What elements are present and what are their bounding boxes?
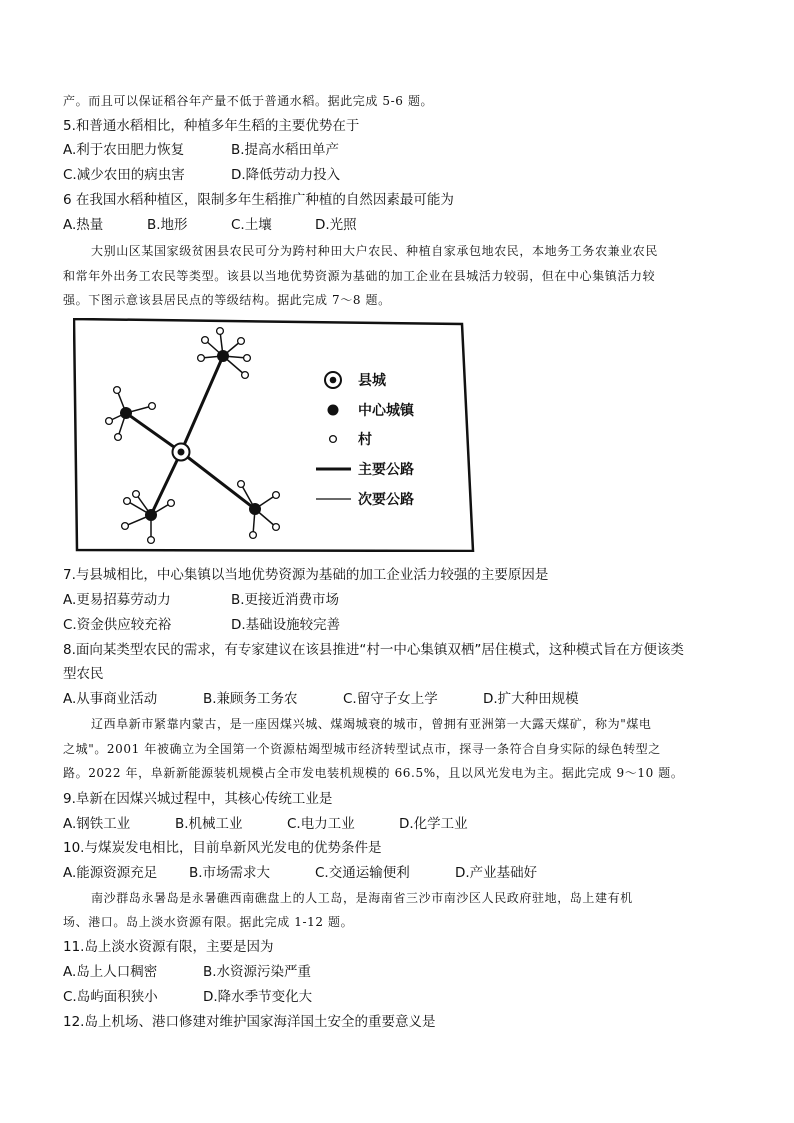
passage-2-line-2: 和常年外出务工农民等类型。该县以当地优势资源为基础的加工企业在县城活力较弱，但在中心集镇活力较 [63, 269, 656, 283]
legend-center-town-label: 中心城镇 [358, 403, 414, 419]
central-town-marker [145, 509, 157, 521]
village-marker [273, 492, 280, 499]
passage-intro-tail: 产。而且可以保证稻谷年产量不低于普通水稻。据此完成 5-6 题。 [63, 94, 434, 108]
village-marker [133, 491, 140, 498]
question-11-option-d: D.降水季节变化大 [203, 989, 313, 1005]
question-10-option-a: A.能源资源充足 [63, 865, 158, 881]
question-11-option-c: C.岛屿面积狭小 [63, 989, 158, 1005]
passage-4-line-2: 场、港口。岛上淡水资源有限。据此完成 1-12 题。 [63, 915, 354, 929]
question-5-option-a: A.利于农田肥力恢复 [63, 142, 185, 158]
question-9-option-d: D.化学工业 [399, 816, 468, 832]
central-towns [120, 350, 261, 521]
legend-village-label: 村 [358, 432, 372, 448]
village-marker [149, 403, 156, 410]
legend-county-label: 县城 [358, 373, 386, 389]
central-town-marker [120, 407, 132, 419]
village-marker [122, 523, 129, 530]
question-7-option-b: B.更接近消费市场 [231, 592, 340, 608]
legend-minor-road-label: 次要公路 [358, 492, 414, 508]
question-11-stem: 11.岛上淡水资源有限，主要是因为 [63, 939, 274, 955]
main-road-west [126, 413, 181, 452]
question-10-stem: 10.与煤炭发电相比，目前阜新风光发电的优势条件是 [63, 840, 382, 856]
village-marker [238, 481, 245, 488]
village-marker [198, 355, 205, 362]
question-12-stem: 12.岛上机场、港口修建对维护国家海洋国土安全的重要意义是 [63, 1014, 436, 1030]
village-marker [273, 524, 280, 531]
question-10-option-c: C.交通运输便利 [315, 865, 410, 881]
question-10-option-b: B.市场需求大 [189, 865, 271, 881]
question-6-option-a: A.热量 [63, 217, 104, 233]
legend [316, 372, 415, 508]
legend-main-road-label: 主要公路 [358, 462, 414, 478]
main-roads [126, 356, 255, 515]
question-9-option-c: C.电力工业 [287, 816, 355, 832]
question-8-stem-line-1: 8.面向某类型农民的需求，有专家建议在该县推进“村一中心集镇双栖”居住模式，这种模式旨在方便该类 [63, 642, 684, 658]
question-8-option-d: D.扩大种田规模 [483, 691, 579, 707]
village-marker [238, 338, 245, 345]
village-marker [217, 328, 224, 335]
question-7-option-c: C.资金供应较充裕 [63, 617, 172, 633]
question-6-option-b: B.地形 [147, 217, 188, 233]
question-10-option-d: D.产业基础好 [455, 865, 538, 881]
passage-2-line-3: 强。下图示意该县居民点的等级结构。据此完成 7～8 题。 [63, 293, 391, 307]
village-marker [114, 387, 121, 394]
question-8-option-b: B.兼顾务工务农 [203, 691, 298, 707]
question-9-stem: 9.阜新在因煤兴城过程中，其核心传统工业是 [63, 791, 333, 807]
village-marker [168, 500, 175, 507]
question-5-option-b: B.提高水稻田单产 [231, 142, 340, 158]
question-7-option-a: A.更易招募劳动力 [63, 592, 171, 608]
question-11-option-b: B.水资源污染严重 [203, 964, 312, 980]
legend-village-icon [330, 436, 337, 443]
settlement-hierarchy-diagram [73, 318, 475, 552]
figure-frame [74, 319, 473, 551]
main-road-southeast [181, 452, 255, 509]
question-6-option-d: D.光照 [315, 217, 357, 233]
question-5-option-c: C.减少农田的病虫害 [63, 167, 185, 183]
village-marker [242, 372, 249, 379]
central-town-marker [217, 350, 229, 362]
village-marker [106, 418, 113, 425]
village-marker [250, 532, 257, 539]
question-8-stem-line-2: 型农民 [63, 666, 104, 682]
passage-3-line-3: 路。2022 年，阜新新能源装机规模占全市发电装机规模的 66.5%，且以风光发电为主。据此完成 9～10 题。 [63, 766, 684, 780]
question-8-option-c: C.留守子女上学 [343, 691, 438, 707]
central-town-marker [249, 503, 261, 515]
village-marker [124, 498, 131, 505]
question-7-stem: 7.与县城相比，中心集镇以当地优势资源为基础的加工企业活力较强的主要原因是 [63, 567, 549, 583]
main-road-north [181, 356, 223, 452]
question-9-option-a: A.钢铁工业 [63, 816, 131, 832]
question-5-option-d: D.降低劳动力投入 [231, 167, 341, 183]
county-seat-marker [173, 444, 190, 461]
question-6-stem: 6 在我国水稻种植区，限制多年生稻推广种植的自然因素最可能为 [63, 192, 454, 208]
village-marker [115, 434, 122, 441]
passage-3-line-2: 之城"。2001 年被确立为全国第一个资源枯竭型城市经济转型试点市，探寻一条符合自身实际的绿色转型之 [63, 742, 661, 756]
question-6-option-c: C.土壤 [231, 217, 272, 233]
village-marker [148, 537, 155, 544]
village-marker [244, 355, 251, 362]
question-8-option-a: A.从事商业活动 [63, 691, 158, 707]
passage-2-line-1: 大别山区某国家级贫困县农民可分为跨村种田大户农民、种植自家承包地农民，本地务工务农兼业农民 [91, 244, 659, 258]
passage-4-line-1: 南沙群岛永暑岛是永暑礁西南礁盘上的人工岛，是海南省三沙市南沙区人民政府驻地，岛上建有机 [91, 891, 633, 905]
legend-center-town-icon [328, 405, 339, 416]
question-11-option-a: A.岛上人口稠密 [63, 964, 158, 980]
question-5-stem: 5.和普通水稻相比，种植多年生稻的主要优势在于 [63, 118, 360, 134]
passage-3-line-1: 辽西阜新市紧靠内蒙古，是一座因煤兴城、煤竭城衰的城市，曾拥有亚洲第一大露天煤矿，称为"煤电 [91, 717, 652, 731]
question-9-option-b: B.机械工业 [175, 816, 243, 832]
question-7-option-d: D.基础设施较完善 [231, 617, 341, 633]
village-marker [202, 337, 209, 344]
